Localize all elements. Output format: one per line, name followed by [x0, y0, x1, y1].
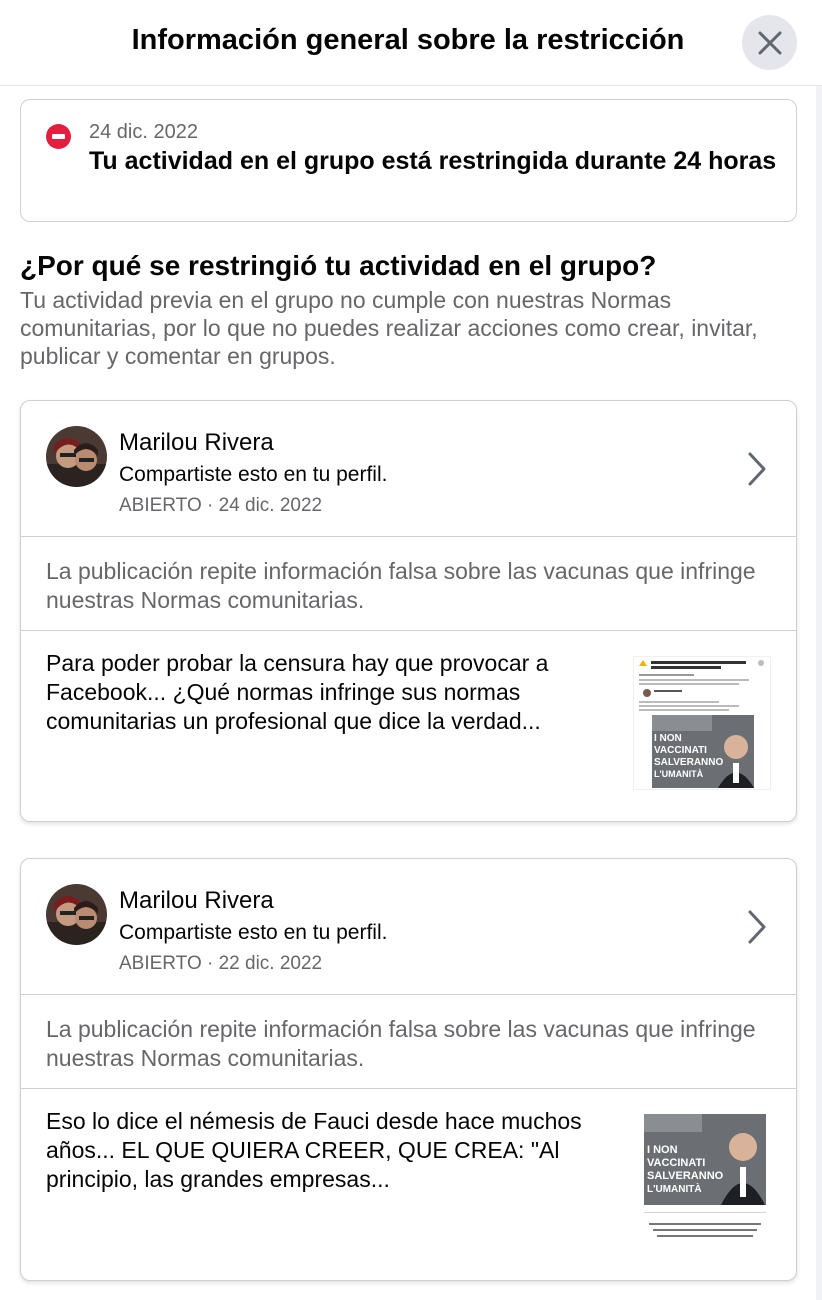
post-link[interactable]	[21, 859, 796, 995]
restricted-icon	[46, 124, 71, 149]
violation-reason	[21, 995, 796, 1089]
dialog-header	[0, 0, 822, 86]
svg-text:VACCINATI: VACCINATI	[647, 1157, 706, 1169]
post-thumbnail	[633, 656, 771, 790]
svg-text:L'UMANITÀ: L'UMANITÀ	[647, 1184, 702, 1195]
svg-text:I NON: I NON	[647, 1144, 678, 1156]
post-preview[interactable]	[21, 1089, 796, 1281]
avatar	[46, 884, 107, 945]
violation-card	[20, 400, 797, 822]
post-preview[interactable]	[21, 631, 796, 822]
close-button[interactable]	[742, 15, 797, 70]
restriction-notice	[20, 99, 797, 222]
svg-text:L'UMANITÀ: L'UMANITÀ	[654, 769, 704, 779]
post-text: Eso lo dice el némesis de Fauci desde hace muchos años... EL QUE QUIERA CREER, QUE CREA: "Al principio, las grandes empresas...	[46, 1108, 582, 1192]
avatar	[46, 426, 107, 487]
notice-date: 24 dic. 2022	[89, 121, 198, 143]
author-name: Marilou Rivera	[119, 887, 274, 914]
share-context: Compartiste esto en tu perfil.	[119, 463, 388, 486]
violation-card	[20, 858, 797, 1281]
post-link[interactable]	[21, 401, 796, 537]
section-title: ¿Por qué se restringió tu actividad en el grupo?	[20, 250, 657, 281]
close-icon	[757, 30, 783, 56]
svg-text:SALVERANNO: SALVERANNO	[654, 757, 724, 768]
svg-text:SALVERANNO: SALVERANNO	[647, 1170, 724, 1182]
svg-text:I NON: I NON	[654, 733, 682, 744]
share-context: Compartiste esto en tu perfil.	[119, 921, 388, 944]
post-text: Para poder probar la censura hay que provocar a Facebook... ¿Qué normas infringe sus normas comunitarias un profesional que dice la verdad...	[46, 650, 549, 734]
notice-text: Tu actividad en el grupo está restringida durante 24 horas	[89, 147, 777, 175]
post-thumbnail	[639, 1109, 771, 1259]
svg-text:VACCINATI: VACCINATI	[654, 745, 707, 756]
chevron-right-icon	[746, 451, 768, 487]
scrollbar-track[interactable]	[816, 86, 822, 1300]
reason-text: La publicación repite información falsa sobre las vacunas que infringe nuestras Normas comunitarias.	[46, 558, 756, 613]
reason-text: La publicación repite información falsa sobre las vacunas que infringe nuestras Normas comunitarias.	[46, 1016, 756, 1071]
status-date: ABIERTO · 22 dic. 2022	[119, 953, 323, 974]
author-name: Marilou Rivera	[119, 429, 274, 456]
violation-reason	[21, 537, 796, 631]
section-description: Tu actividad previa en el grupo no cumple con nuestras Normas comunitarias, por lo que no puedes realizar acciones como crear, invitar, publicar y comentar en grupos.	[20, 287, 758, 369]
chevron-right-icon	[746, 909, 768, 945]
dialog-title: Información general sobre la restricción	[131, 24, 685, 56]
status-date: ABIERTO · 24 dic. 2022	[119, 495, 323, 516]
